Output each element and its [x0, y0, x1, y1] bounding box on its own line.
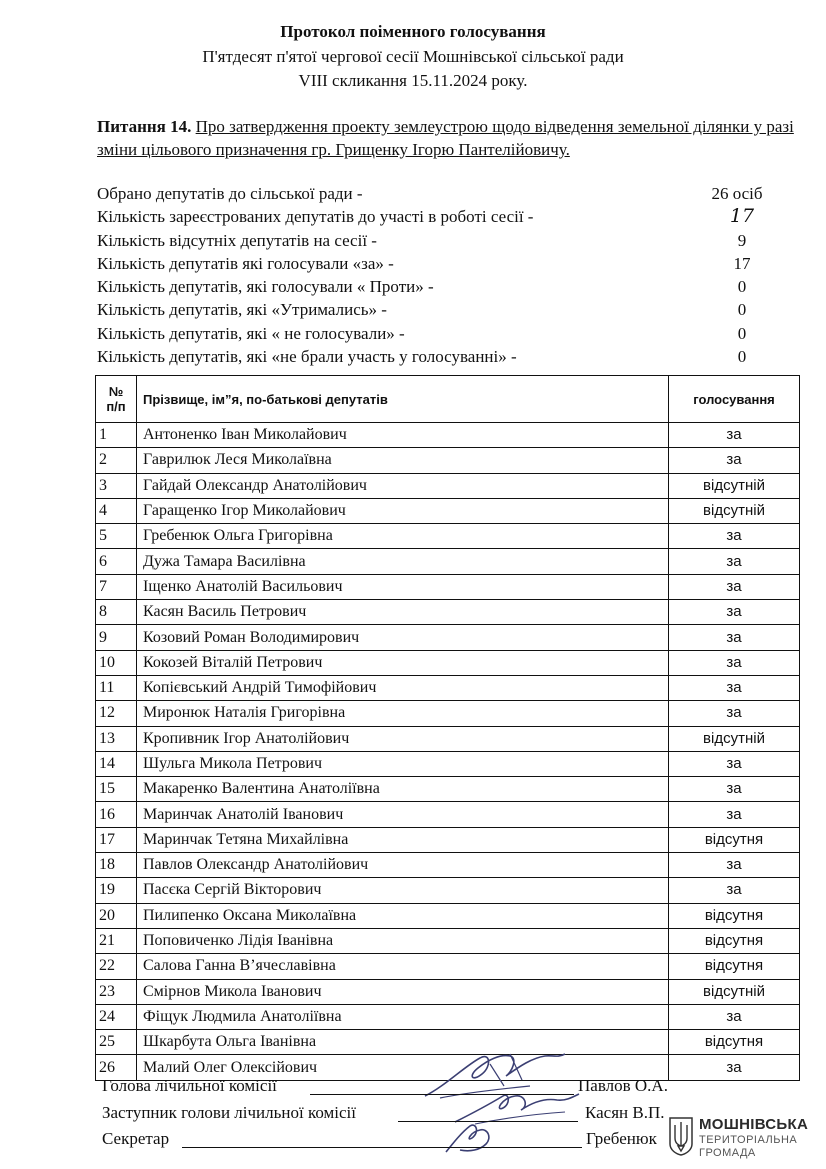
table-row	[96, 701, 800, 726]
deputy-name: Макаренко Валентина Анатоліївна	[137, 777, 669, 802]
vote-result: відсутня	[669, 954, 800, 979]
signature-line	[310, 1094, 574, 1095]
deputy-name: Касян Василь Петрович	[137, 600, 669, 625]
deputy-name: Шкарбута Ольга Іванівна	[137, 1030, 669, 1055]
table-row	[96, 600, 800, 625]
deputy-name: Гаврилюк Леся Миколаївна	[137, 448, 669, 473]
vote-table	[95, 375, 800, 1081]
signature-line	[182, 1147, 582, 1148]
deputy-name: Гайдай Олександр Анатолійович	[137, 473, 669, 498]
community-logo	[668, 1112, 818, 1164]
vote-result: за	[669, 853, 800, 878]
row-number: 3	[96, 473, 137, 498]
stat-label: Кількість депутатів, які «Утримались» -	[97, 300, 387, 320]
table-row	[96, 726, 800, 751]
table-row	[96, 423, 800, 448]
stat-abstained	[97, 298, 797, 321]
row-number: 15	[96, 777, 137, 802]
vote-result: за	[669, 625, 800, 650]
deputy-name: Миронюк Наталія Григорівна	[137, 701, 669, 726]
vote-table-header	[96, 376, 800, 423]
stat-value: 0	[737, 277, 747, 297]
row-number: 21	[96, 928, 137, 953]
vote-result: за	[669, 701, 800, 726]
deputy-name: Фіщук Людмила Анатоліївна	[137, 1004, 669, 1029]
table-row	[96, 524, 800, 549]
vote-result: за	[669, 448, 800, 473]
stat-label: Кількість зареєстрованих депутатів до участі в роботі сесії -	[97, 207, 534, 227]
column-header-vote: голосування	[669, 376, 800, 423]
deputy-name: Гаращенко Ігор Миколайович	[137, 498, 669, 523]
vote-result: відсутня	[669, 1030, 800, 1055]
vote-result: відсутній	[669, 979, 800, 1004]
question-block: Питання 14. Про затвердження проекту землеустрою щодо відведення земельної ділянки у разі зміни цільового призначення гр. Грищенку Ігорю Пантелійовичу.	[97, 117, 794, 159]
table-row	[96, 448, 800, 473]
table-row	[96, 777, 800, 802]
vote-result: за	[669, 777, 800, 802]
row-number: 1	[96, 423, 137, 448]
chair-role: Голова лічильної комісії	[102, 1076, 277, 1095]
stat-elected	[97, 182, 797, 205]
row-number: 13	[96, 726, 137, 751]
stat-label: Обрано депутатів до сільської ради -	[97, 184, 363, 203]
stat-label: Кількість депутатів які голосували «за» -	[97, 253, 394, 273]
vote-result: за	[669, 1055, 800, 1080]
row-number: 11	[96, 675, 137, 700]
trident-emblem-icon	[668, 1116, 694, 1156]
vote-result: відсутній	[669, 473, 800, 498]
table-row	[96, 574, 800, 599]
vote-result: за	[669, 574, 800, 599]
deputy-name: Салова Ганна В’ячеславівна	[137, 954, 669, 979]
vote-result: відсутня	[669, 903, 800, 928]
stat-value-handwritten: 17	[729, 205, 755, 228]
table-row	[96, 751, 800, 776]
vote-table-body	[96, 423, 800, 1081]
deputy-name: Павлов Олександр Анатолійович	[137, 853, 669, 878]
table-row	[96, 903, 800, 928]
deputy-name: Копієвський Андрій Тимофійович	[137, 675, 669, 700]
stat-label: Кількість депутатів, які голосували « Проти» -	[97, 277, 434, 297]
vote-result: за	[669, 650, 800, 675]
deputy-name: Пилипенко Оксана Миколаївна	[137, 903, 669, 928]
table-row	[96, 625, 800, 650]
deputy-name: Антоненко Іван Миколайович	[137, 423, 669, 448]
table-row	[96, 853, 800, 878]
row-number: 22	[96, 954, 137, 979]
stat-value: 0	[737, 323, 747, 343]
deputy-name: Касян В.П.	[585, 1103, 665, 1122]
deputy-name: Кокозей Віталій Петрович	[137, 650, 669, 675]
row-number: 16	[96, 802, 137, 827]
row-number: 7	[96, 574, 137, 599]
column-header-number: № п/п	[96, 376, 137, 423]
table-row	[96, 954, 800, 979]
row-number: 8	[96, 600, 137, 625]
vote-result: відсутній	[669, 498, 800, 523]
deputy-name: Шульга Микола Петрович	[137, 751, 669, 776]
table-row	[96, 827, 800, 852]
deputy-name: Дужа Тамара Василівна	[137, 549, 669, 574]
row-number: 23	[96, 979, 137, 1004]
vote-result: за	[669, 1004, 800, 1029]
table-row	[96, 802, 800, 827]
row-number: 2	[96, 448, 137, 473]
row-number: 6	[96, 549, 137, 574]
vote-result: за	[669, 524, 800, 549]
stat-value: 0	[737, 300, 747, 320]
stat-label: Кількість депутатів, які « не голосували» -	[97, 323, 405, 343]
stat-voted-for	[97, 252, 797, 275]
secretary-name: Гребенюк	[586, 1129, 657, 1148]
stat-value: 0	[737, 347, 747, 367]
stat-value: 9	[737, 230, 747, 250]
vote-result: за	[669, 675, 800, 700]
footer-chair	[102, 1076, 802, 1100]
logo-line-3: ГРОМАДА	[699, 1147, 756, 1159]
deputy-name: Малий Олег Олексійович	[137, 1055, 669, 1080]
vote-result: за	[669, 802, 800, 827]
table-row	[96, 549, 800, 574]
deputy-name: Кропивник Ігор Анатолійович	[137, 726, 669, 751]
vote-result: за	[669, 878, 800, 903]
stat-label: Кількість відсутніх депутатів на сесії -	[97, 230, 377, 250]
document-title: Протокол поіменного голосування	[280, 22, 546, 41]
deputy-name: Пасєка Сергій Вікторович	[137, 878, 669, 903]
stat-value: 17	[733, 253, 751, 273]
stat-value: 26 осіб	[711, 184, 763, 203]
table-row	[96, 473, 800, 498]
row-number: 26	[96, 1055, 137, 1080]
logo-line-1: МОШНІВСЬКА	[699, 1116, 809, 1133]
row-number: 10	[96, 650, 137, 675]
session-line: П'ятдесят п'ятої чергової сесії Мошнівської сільської ради	[202, 47, 624, 66]
row-number: 12	[96, 701, 137, 726]
deputy-name: Гребенюк Ольга Григорівна	[137, 524, 669, 549]
table-row	[96, 979, 800, 1004]
chair-name: Павлов О.А.	[578, 1076, 668, 1095]
stat-not-voted	[97, 322, 797, 345]
table-row	[96, 1004, 800, 1029]
question-label: Питання 14	[97, 117, 188, 136]
attendance-stats	[97, 182, 797, 368]
row-number: 18	[96, 853, 137, 878]
column-header-name: Прізвище, ім”я, по-батькові депутатів	[137, 376, 669, 423]
stat-voted-against	[97, 275, 797, 298]
vote-result: за	[669, 423, 800, 448]
deputy-name: Маринчак Тетяна Михайлівна	[137, 827, 669, 852]
row-number: 14	[96, 751, 137, 776]
stat-not-participated	[97, 345, 797, 368]
vote-result: за	[669, 600, 800, 625]
table-row	[96, 650, 800, 675]
question-text: Про затвердження проекту землеустрою щодо відведення земельної ділянки у разі зміни цільового призначення гр. Грищенку Ігорю Пантелійовичу.	[97, 117, 794, 159]
vote-result: за	[669, 549, 800, 574]
stat-registered	[97, 205, 797, 228]
deputy-name: Іщенко Анатолій Васильович	[137, 574, 669, 599]
row-number: 25	[96, 1030, 137, 1055]
convocation-date-line: VIII скликання 15.11.2024 року.	[298, 71, 528, 90]
deputy-role: Заступник голови лічильної комісії	[102, 1103, 357, 1122]
row-number: 20	[96, 903, 137, 928]
vote-result: відсутній	[669, 726, 800, 751]
vote-result: за	[669, 751, 800, 776]
stat-absent	[97, 229, 797, 252]
secretary-role: Секретар	[102, 1129, 170, 1148]
deputy-name: Поповиченко Лідія Іванівна	[137, 928, 669, 953]
table-row	[96, 498, 800, 523]
table-row	[96, 675, 800, 700]
row-number: 5	[96, 524, 137, 549]
row-number: 9	[96, 625, 137, 650]
logo-line-2: ТЕРИТОРІАЛЬНА	[699, 1134, 798, 1146]
row-number: 4	[96, 498, 137, 523]
vote-result: відсутня	[669, 928, 800, 953]
row-number: 17	[96, 827, 137, 852]
row-number: 19	[96, 878, 137, 903]
signature-line	[398, 1121, 578, 1122]
deputy-name: Смірнов Микола Іванович	[137, 979, 669, 1004]
deputy-name: Козовий Роман Володимирович	[137, 625, 669, 650]
deputy-name: Маринчак Анатолій Іванович	[137, 802, 669, 827]
vote-result: відсутня	[669, 827, 800, 852]
table-row	[96, 878, 800, 903]
row-number: 24	[96, 1004, 137, 1029]
stat-label: Кількість депутатів, які «не брали участь у голосуванні» -	[97, 347, 517, 367]
table-row	[96, 928, 800, 953]
